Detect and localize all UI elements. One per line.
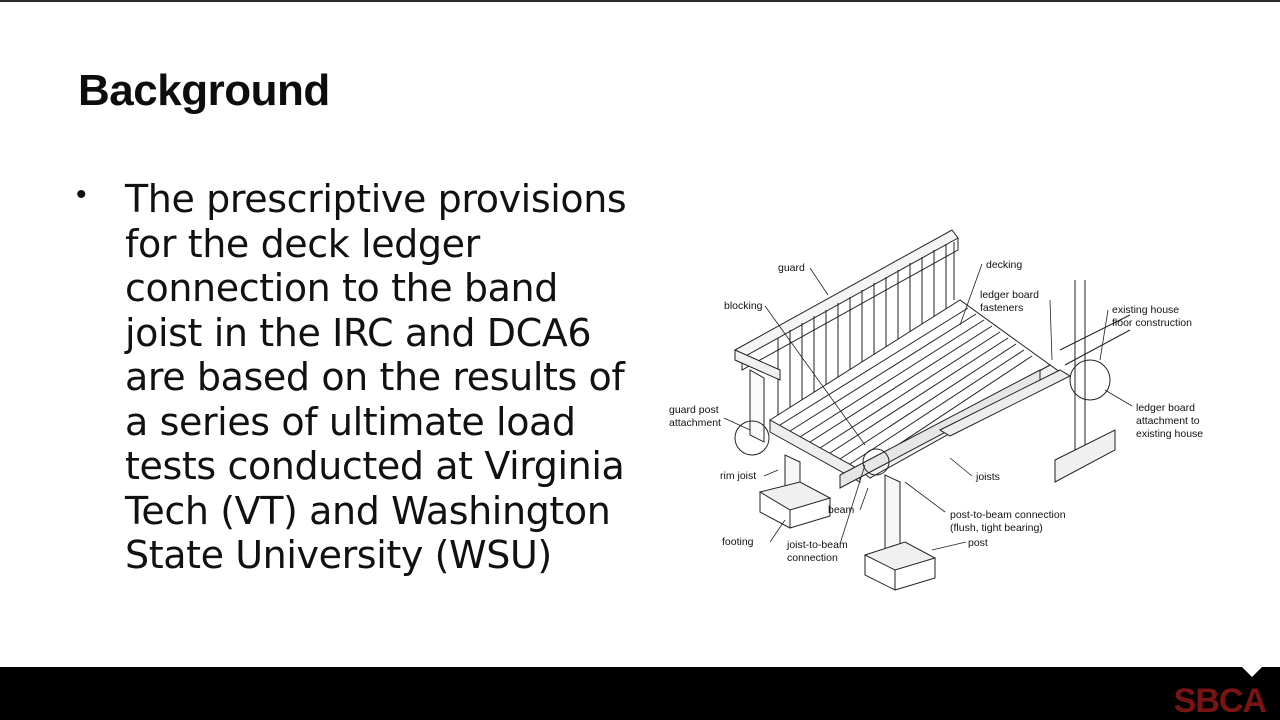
bullet-dot-icon: • — [76, 178, 87, 211]
label-joist-beam-1: joist-to-beam — [787, 539, 848, 551]
footing-right-top — [865, 542, 935, 570]
label-house-floor-1: existing house — [1112, 304, 1180, 316]
label-guard-post-2: attachment — [669, 417, 721, 429]
guard-post — [750, 370, 764, 442]
footer-bar — [0, 667, 1280, 720]
bullet-text: The prescriptive provisions for the deck ledger connection to the band joist in the IRC and DCA6 are based on the results of a series of ultimate load tests conducted at Virginia Tech (VT) and Washington State University (WSU) — [125, 177, 627, 577]
deck-diagram — [660, 220, 1220, 600]
label-guard-post-1: guard post — [669, 404, 719, 416]
slide-title: Background — [78, 66, 330, 115]
label-beam: beam — [828, 504, 855, 516]
label-post-beam-2: (flush, tight bearing) — [950, 522, 1043, 534]
footer-notch — [1242, 667, 1262, 677]
label-joist-beam-2: connection — [787, 552, 838, 564]
detail-circle-ledger — [1070, 360, 1110, 400]
label-footing: footing — [722, 536, 754, 548]
label-rim-joist: rim joist — [720, 470, 757, 482]
label-ledger-attach-2: attachment to — [1136, 415, 1200, 427]
label-ledger-fasteners-2: fasteners — [980, 302, 1024, 314]
label-ledger-fasteners-1: ledger board — [980, 289, 1039, 301]
label-joists: joists — [976, 471, 1000, 483]
sbca-logo: SBCA — [1173, 682, 1266, 720]
footing-left-top — [760, 482, 830, 510]
label-post-beam-1: post-to-beam connection — [950, 509, 1066, 521]
label-post: post — [968, 537, 988, 549]
label-ledger-attach-1: ledger board — [1136, 402, 1195, 414]
label-ledger-attach-3: existing house — [1136, 428, 1204, 440]
top-rule — [0, 0, 1280, 2]
house-wall — [1075, 280, 1085, 460]
deck-diagram-svg — [660, 220, 1220, 600]
label-house-floor-2: floor construction — [1112, 317, 1192, 329]
label-guard: guard — [778, 262, 805, 274]
label-decking: decking — [986, 259, 1023, 271]
label-blocking: blocking — [724, 300, 763, 312]
